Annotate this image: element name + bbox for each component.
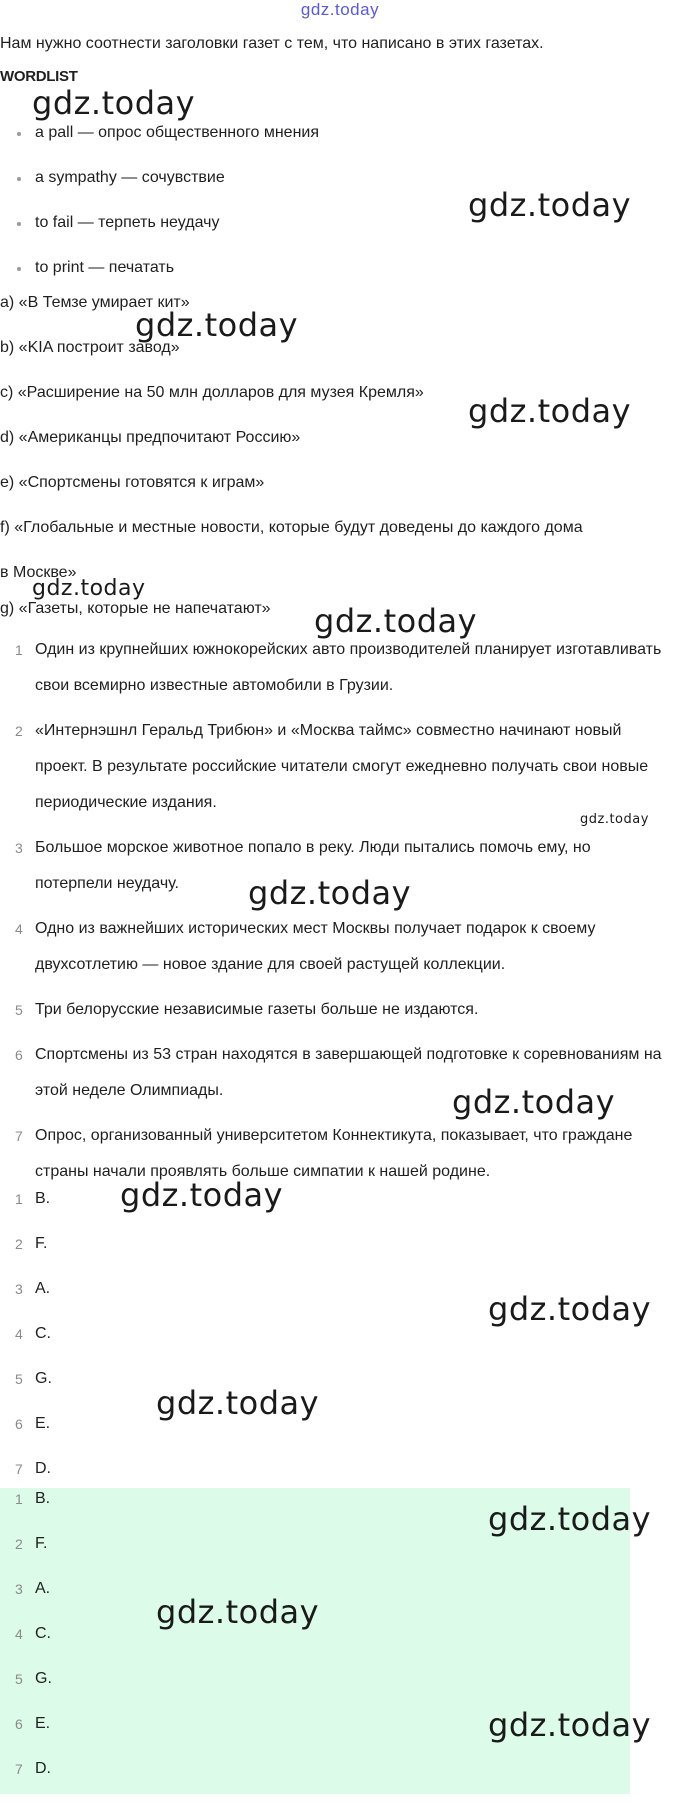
watermark: gdz.today [32, 576, 146, 601]
list-number: 5 [15, 1671, 23, 1687]
list-number: 1 [15, 642, 23, 658]
watermark: gdz.today [135, 306, 299, 344]
bullet-icon [17, 132, 21, 136]
answer-text: A. [35, 1580, 51, 1597]
watermark: gdz.today [488, 1706, 652, 1744]
list-number: 7 [15, 1128, 23, 1144]
headline-item: c) «Расширение на 50 млн долларов для музея Кремля» [0, 384, 424, 401]
answer-text: C. [35, 1625, 51, 1642]
answer-item [0, 1323, 680, 1368]
list-number: 2 [15, 723, 23, 739]
article-item [0, 632, 672, 704]
watermark: gdz.today [248, 874, 412, 912]
list-number: 7 [15, 1761, 23, 1777]
answer-item [0, 1623, 680, 1668]
headline-item: e) «Спортсмены готовятся к играм» [0, 474, 265, 491]
watermark: gdz.today [468, 392, 632, 430]
article-item [0, 992, 672, 1028]
watermark: gdz.today [32, 84, 196, 122]
answer-text: G. [35, 1370, 52, 1387]
wordlist-item-text: a sympathy — сочувствие [35, 169, 225, 186]
watermark: gdz.today [580, 812, 649, 827]
answer-item [0, 1758, 680, 1803]
list-number: 3 [15, 1581, 23, 1597]
list-number: 1 [15, 1191, 23, 1207]
answer-list [0, 1188, 680, 1503]
list-number: 6 [15, 1047, 23, 1063]
watermark: gdz.today [156, 1593, 320, 1631]
article-text: Три белорусские независимые газеты больше не издаются. [35, 1001, 479, 1018]
list-number: 2 [15, 1536, 23, 1552]
answer-text: B. [35, 1490, 51, 1507]
answer-text: B. [35, 1190, 51, 1207]
watermark: gdz.today [452, 1083, 616, 1121]
headline-item: f) «Глобальные и местные новости, которые будут доведены до каждого дома [0, 519, 583, 536]
list-number: 3 [15, 1281, 23, 1297]
intro-text: Нам нужно соотнести заголовки газет с тем, что написано в этих газетах. [0, 35, 544, 52]
answer-text: C. [35, 1325, 51, 1342]
bullet-icon [17, 177, 21, 181]
article-text: Опрос, организованный университетом Коннектикута, показывает, что граждане страны начали проявлять больше симпатии к нашей родине. [35, 1127, 633, 1180]
answer-item [0, 1368, 680, 1413]
article-item [0, 713, 672, 821]
answer-text: G. [35, 1670, 52, 1687]
list-number: 1 [15, 1491, 23, 1507]
answer-item [0, 1233, 680, 1278]
article-text: Большое морское животное попало в реку. Люди пытались помочь ему, но потерпели неудачу. [35, 839, 591, 892]
list-number: 6 [15, 1716, 23, 1732]
wordlist-item-text: to print — печатать [35, 259, 175, 276]
list-number: 4 [15, 1626, 23, 1642]
article-item [0, 1118, 672, 1190]
list-number: 4 [15, 921, 23, 937]
list-number: 5 [15, 1002, 23, 1018]
answer-item [0, 1413, 680, 1458]
answer-item [0, 1188, 680, 1233]
headline-item: g) «Газеты, которые не напечатают» [0, 600, 271, 617]
bullet-icon [17, 267, 21, 271]
headline-item: d) «Американцы предпочитают Россию» [0, 429, 301, 446]
answer-item [0, 1578, 680, 1623]
wordlist-title: WORDLIST [0, 68, 78, 85]
answer-text: D. [35, 1460, 51, 1477]
headline-item: b) «KIA построит завод» [0, 339, 180, 356]
answer-text: D. [35, 1760, 51, 1777]
wordlist-item [0, 122, 680, 167]
watermark: gdz.today [468, 186, 632, 224]
list-number: 2 [15, 1236, 23, 1252]
headline-item: a) «В Темзе умирает кит» [0, 294, 190, 311]
list-number: 6 [15, 1416, 23, 1432]
watermark: gdz.today [120, 1176, 284, 1214]
list-number: 7 [15, 1461, 23, 1477]
article-text: «Интернэшнл Геральд Трибюн» и «Москва таймс» совместно начинают новый проект. В результате российские читатели смогут ежедневно получать свои новые периодические издания. [35, 722, 649, 811]
answer-text: F. [35, 1235, 48, 1252]
answer-text: E. [35, 1715, 51, 1732]
watermark: gdz.today [156, 1384, 320, 1422]
article-text: Одно из важнейших исторических мест Москвы получает подарок к своему двухсотлетию — новое здание для своей растущей коллекции. [35, 920, 596, 973]
watermark: gdz.today [488, 1500, 652, 1538]
bullet-icon [17, 222, 21, 226]
wordlist-item-text: to fail — терпеть неудачу [35, 214, 220, 231]
watermark: gdz.today [314, 602, 478, 640]
wordlist-item-text: a pall — опрос общественного мнения [35, 124, 320, 141]
list-number: 4 [15, 1326, 23, 1342]
list-number: 5 [15, 1371, 23, 1387]
answer-text: E. [35, 1415, 51, 1432]
list-number: 3 [15, 840, 23, 856]
answer-text: F. [35, 1535, 48, 1552]
article-item [0, 911, 672, 983]
article-text: Спортсмены из 53 стран находятся в завершающей подготовке к соревнованиям на этой неделе Олимпиады. [35, 1046, 662, 1099]
answer-text: A. [35, 1280, 51, 1297]
headline-item-continuation: в Москве» [0, 564, 77, 581]
watermark: gdz.today [488, 1290, 652, 1328]
site-link[interactable]: gdz.today [300, 0, 380, 19]
answer-item [0, 1533, 680, 1578]
article-text: Один из крупнейших южнокорейских авто производителей планирует изготавливать свои всемирно известные автомобили в Грузии. [35, 641, 662, 694]
